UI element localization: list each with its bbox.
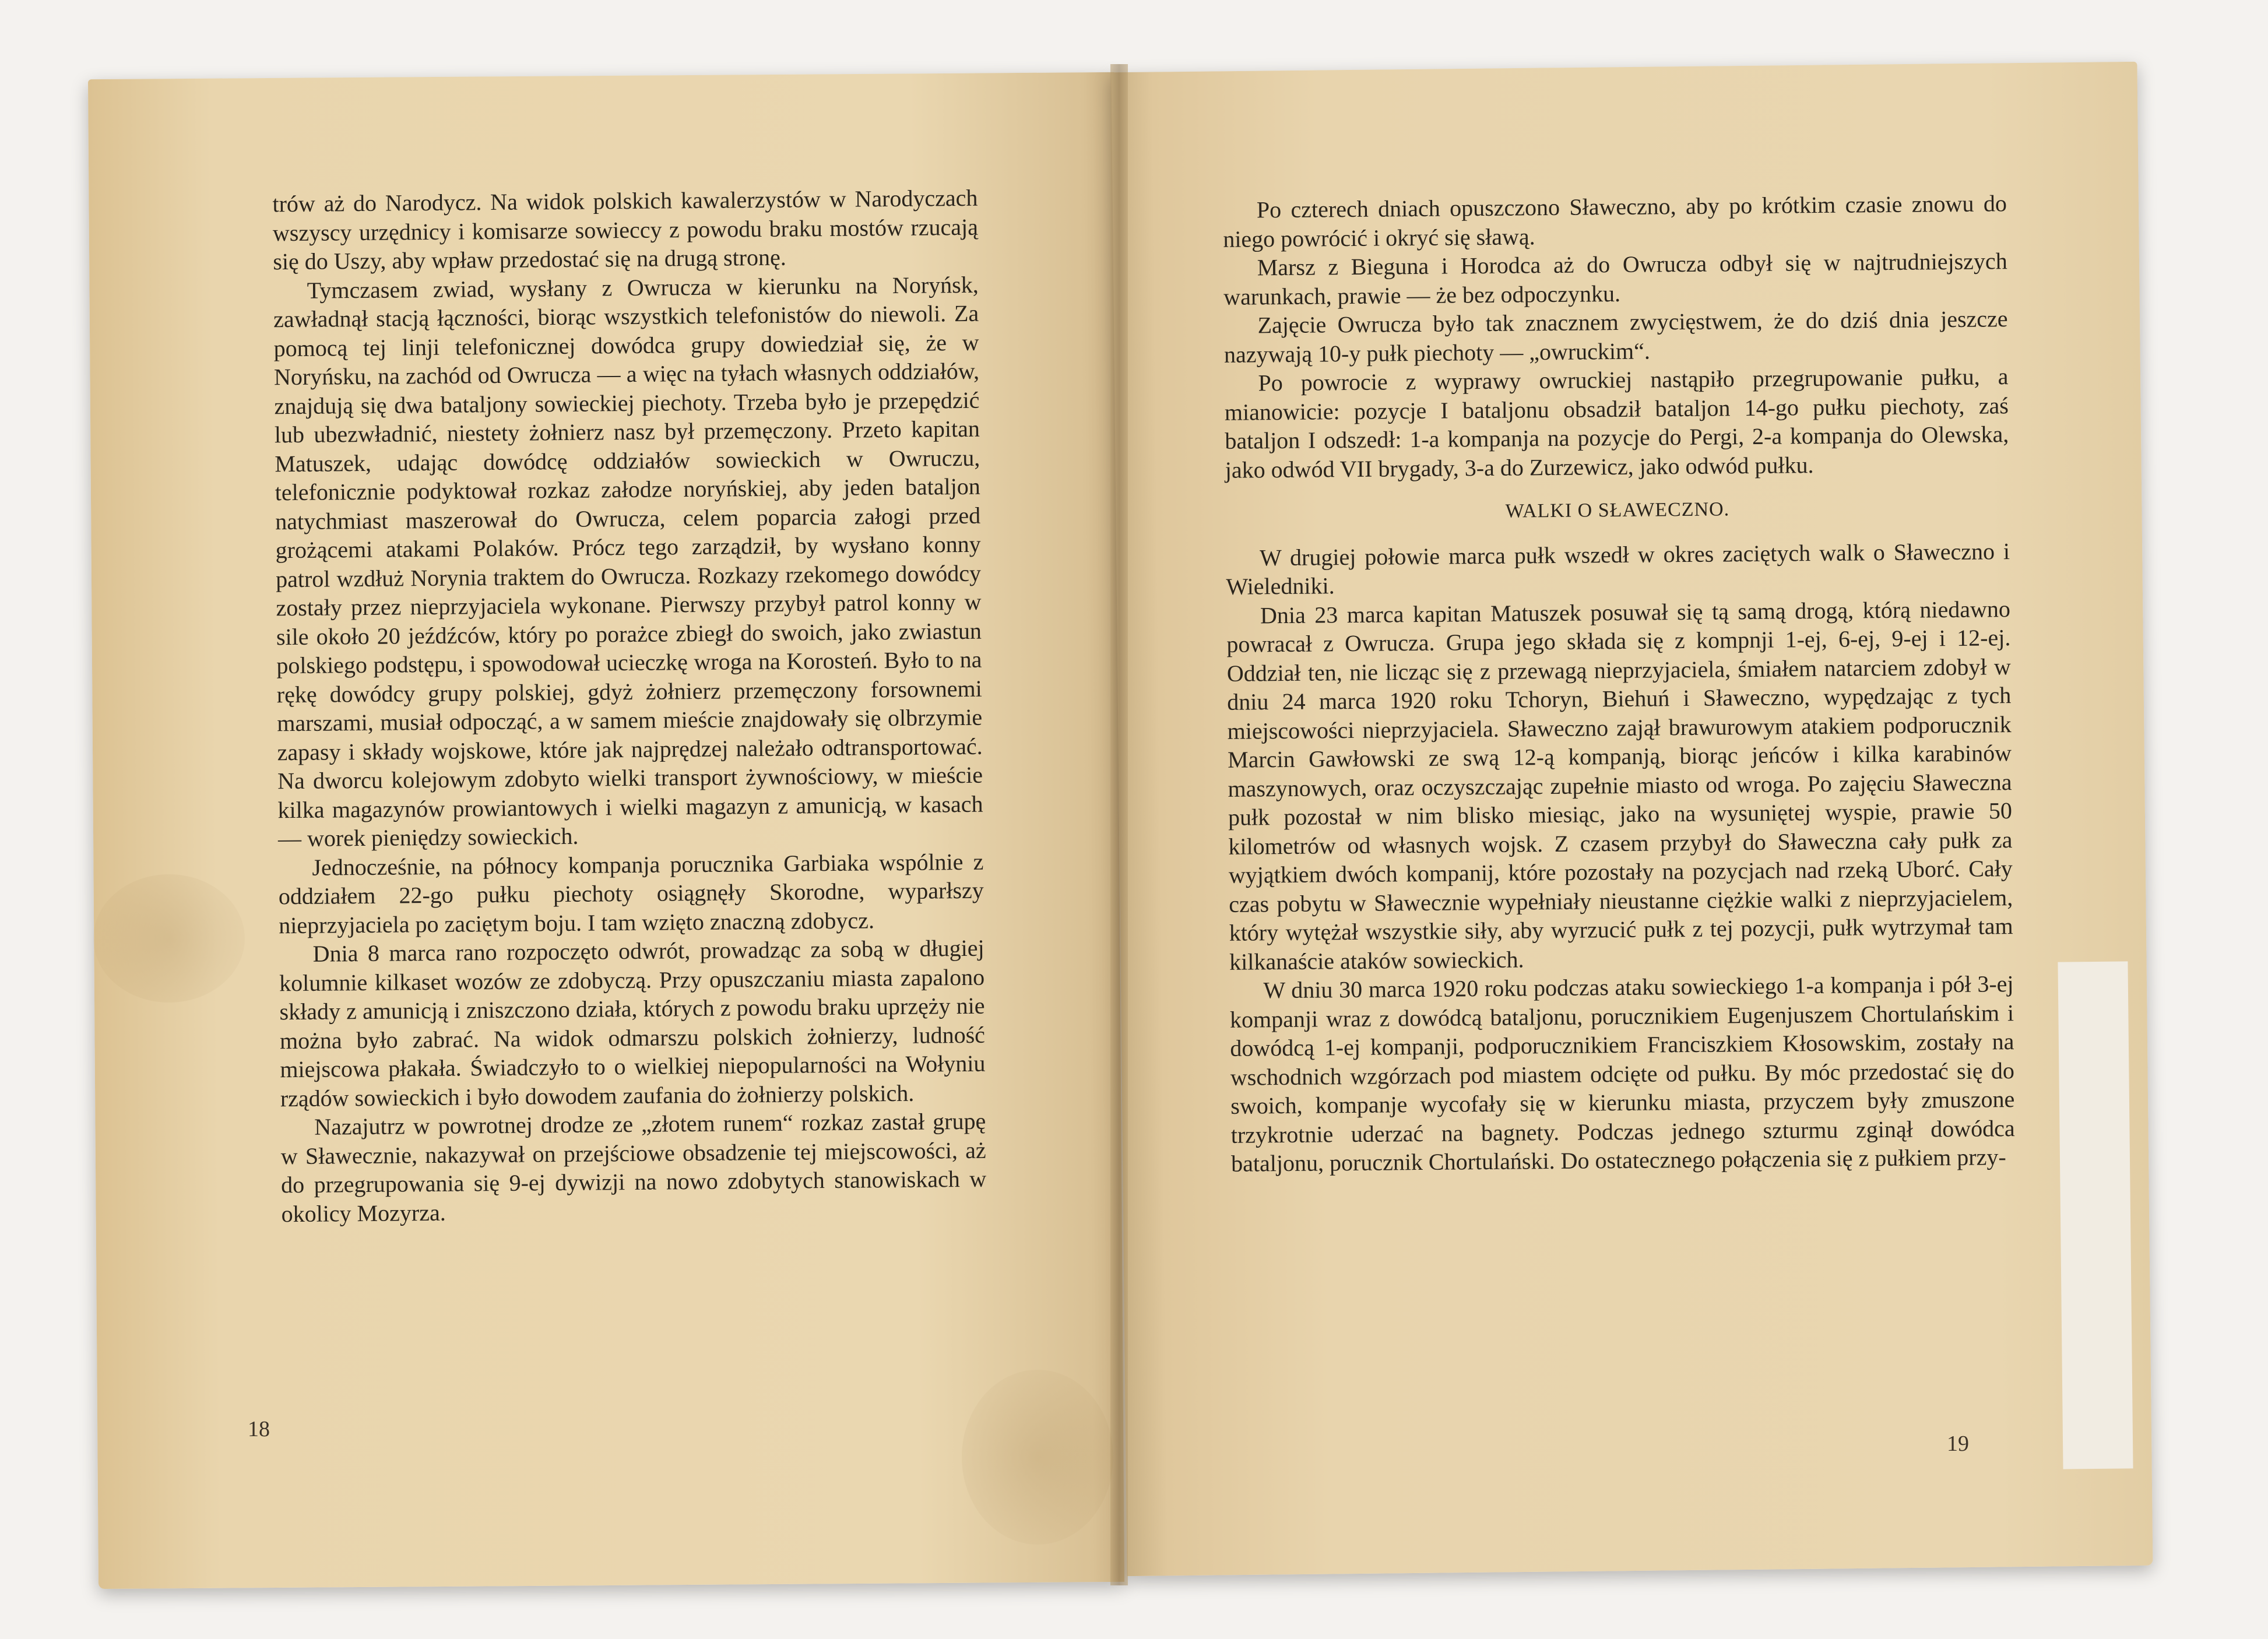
paragraph: Jednocześnie, na północy kompanja porucznika Garbiaka wspólnie z oddziałem 22-go pułku piechoty osiągnęły Skorodne, wyparłszy nieprzyjaciela po zaciętym boju. I tam wzięto znaczną zdobycz. <box>278 848 984 938</box>
repair-tape-strip <box>2058 961 2133 1469</box>
page-stain <box>93 874 245 1003</box>
paragraph: Zajęcie Owrucza było tak znacznem zwycięstwem, że do dziś dnia jeszcze nazywają 10-y pułk piechoty — „owruckim“. <box>1223 305 2008 368</box>
page-number-right: 19 <box>1947 1432 1969 1456</box>
paragraph: Dnia 23 marca kapitan Matuszek posuwał się tą samą drogą, którą niedawno powracał z Owrucza. Grupa jego składa się z kompnji 1-ej, 6-ej, 9-ej i 12-ej. Oddział ten, nie licząc się z przewagą nieprzyjaciela, śmiałem natarciem zdobył w dniu 24 marca 1920 roku Tchoryn, Biehuń i Sławeczno, wypędzając z tych miejscowości nieprzyjaciela. Sławeczno zajął brawurowym atakiem podporucznik Marcin Gawłowski ze swą 12-ą kompanją, biorąc jeńców i kilka karabinów maszynowych, oraz oczyszczając zupełnie miasto od wroga. Po zajęciu Sławeczna pułk pozostał w nim blisko miesiąc, jako na wysuniętej wyspie, prawie 50 kilometrów od własnych wojsk. Z czasem przybył do Sławeczna cały pułk za wyjątkiem dwóch kompanij, które pozostały na pozycjach nad rzeką Uborć. Cały czas pobytu w Sławecznie wypełniały nieustanne ciężkie walki z nieprzyjacielem, który wytężał wszystkie siły, aby wyrzucić pułk z tej pozycji, pułk wytrzymał tam kilkanaście ataków sowieckich. <box>1226 595 2013 975</box>
paragraph: W drugiej połowie marca pułk wszedł w okres zaciętych walk o Sławeczno i Wieledniki. <box>1226 537 2010 600</box>
paragraph: Nazajutrz w powrotnej drodze ze „złotem runem“ rozkaz zastał grupę w Sławecznie, nakazywał on przejściowe obsadzenie tej miejscowości, aż do przegrupowania się 9-ej dywizji na nowo zdobytych stanowiskach w okolicy Mozyrza. <box>280 1107 987 1227</box>
section-heading: WALKI O SŁAWECZNO. <box>1505 498 1730 522</box>
page-stain <box>962 1370 1113 1545</box>
left-page-text <box>272 184 987 1228</box>
paragraph: trów aż do Narodycz. Na widok polskich kawalerzystów w Narodyczach wszyscy urzędnicy i komisarze sowieccy z powodu braku mostów rzucają się do Uszy, aby wpław przedostać się na drugą stronę. <box>272 184 979 275</box>
paragraph: Tymczasem zwiad, wysłany z Owrucza w kierunku na Noryńsk, zawładnął stacją łączności, biorąc wszystkich telefonistów do niewoli. Za pomocą tej linji telefonicznej dowódca grupy dowiedział się, że w Noryńsku, na zachód od Owrucza — a więc na tyłach własnych oddziałów, znajdują się dwa bataljony sowieckiej piechoty. Trzeba było je przepędzić lub ubezwładnić, niestety żołnierz nasz był przemęczony. Przeto kapitan Matuszek, udając dowódcę oddziałów sowieckich w Owruczu, telefonicznie podyktował rozkaz załodze noryńskiej, aby jeden bataljon natychmiast maszerował do Owrucza, celem poparcia załogi przed grożącemi atakami Polaków. Prócz tego zarządził, by wysłano konny patrol wzdłuż Norynia traktem do Owrucza. Rozkazy rzekomego dowódcy zostały przez nieprzyjaciela wykonane. Pierwszy przybył patrol konny w sile około 20 jeźdźców, który po porażce zbiegł do swoich, jako zwiastun polskiego podstępu, i spowodował ucieczkę wroga na Korosteń. Było to na rękę dowódcy grupy polskiej, gdyż żołnierz przemęczony forsownemi marszami, musiał odpocząć, a w samem mieście znajdowały się olbrzymie zapasy i składy wojskowe, które jak najprędzej należało odtransportować. Na dworcu kolejowym zdobyto wielki transport żywnościowy, w mieście kilka magazynów prowiantowych i wielki magazyn z amunicją, w kasach — worek pieniędzy sowieckich. <box>273 271 983 852</box>
paragraph: Marsz z Bieguna i Horodca aż do Owrucza odbył się w najtrudniejszych warunkach, prawie — że bez odpoczynku. <box>1223 248 2007 310</box>
paragraph: Po czterech dniach opuszczono Sławeczno, aby po krótkim czasie znowu do niego powrócić i okryć się sławą. <box>1223 190 2007 252</box>
book-spine <box>1110 64 1128 1585</box>
right-page-text <box>1223 189 2016 1178</box>
paragraph: Dnia 8 marca rano rozpoczęto odwrót, prowadząc za sobą w długiej kolumnie kilkaset wozów ze zdobyczą. Przy opuszczaniu miasta zapalono składy z amunicją i zniszczono działa, których z powodu braku uprzęży nie można było zabrać. Na widok odmarszu polskich żołnierzy, ludność miejscowa płakała. Świadczyło to o wielkiej niepopularności na Wołyniu rządów sowieckich i było dowodem zaufania do żołnierzy polskich. <box>279 934 986 1112</box>
page-number-left: 18 <box>248 1417 270 1441</box>
paragraph: Po powrocie z wyprawy owruckiej nastąpiło przegrupowanie pułku, a mianowicie: pozycje I bataljonu obsadził bataljon 14-go pułku piechoty, zaś bataljon I odszedł: 1-a kompanja na pozycje do Pergi, 2-a kompanja do Olewska, jako odwód VII brygady, 3-a do Zurzewicz, jako odwód pułku. <box>1224 363 2009 483</box>
paragraph: W dniu 30 marca 1920 roku podczas ataku sowieckiego 1-a kompanja i pół 3-ej kompanji wraz z dowódcą bataljonu, porucznikiem Eugenjuszem Chortulańskim i dowódcą 1-ej kompanji, podporucznikiem Franciszkiem Kłosowskim, zostały na wschodnich wzgórzach pod miastem odcięte od pułku. By móc przedostać się do swoich, kompanje wycofały się w kierunku miasta, przyczem były zmuszone trzykrotnie uderzać na bagnety. Podczas jednego szturmu zginął dowódca bataljonu, porucznik Chortulański. Do ostatecznego połączenia się z pułkiem przy- <box>1229 970 2015 1177</box>
